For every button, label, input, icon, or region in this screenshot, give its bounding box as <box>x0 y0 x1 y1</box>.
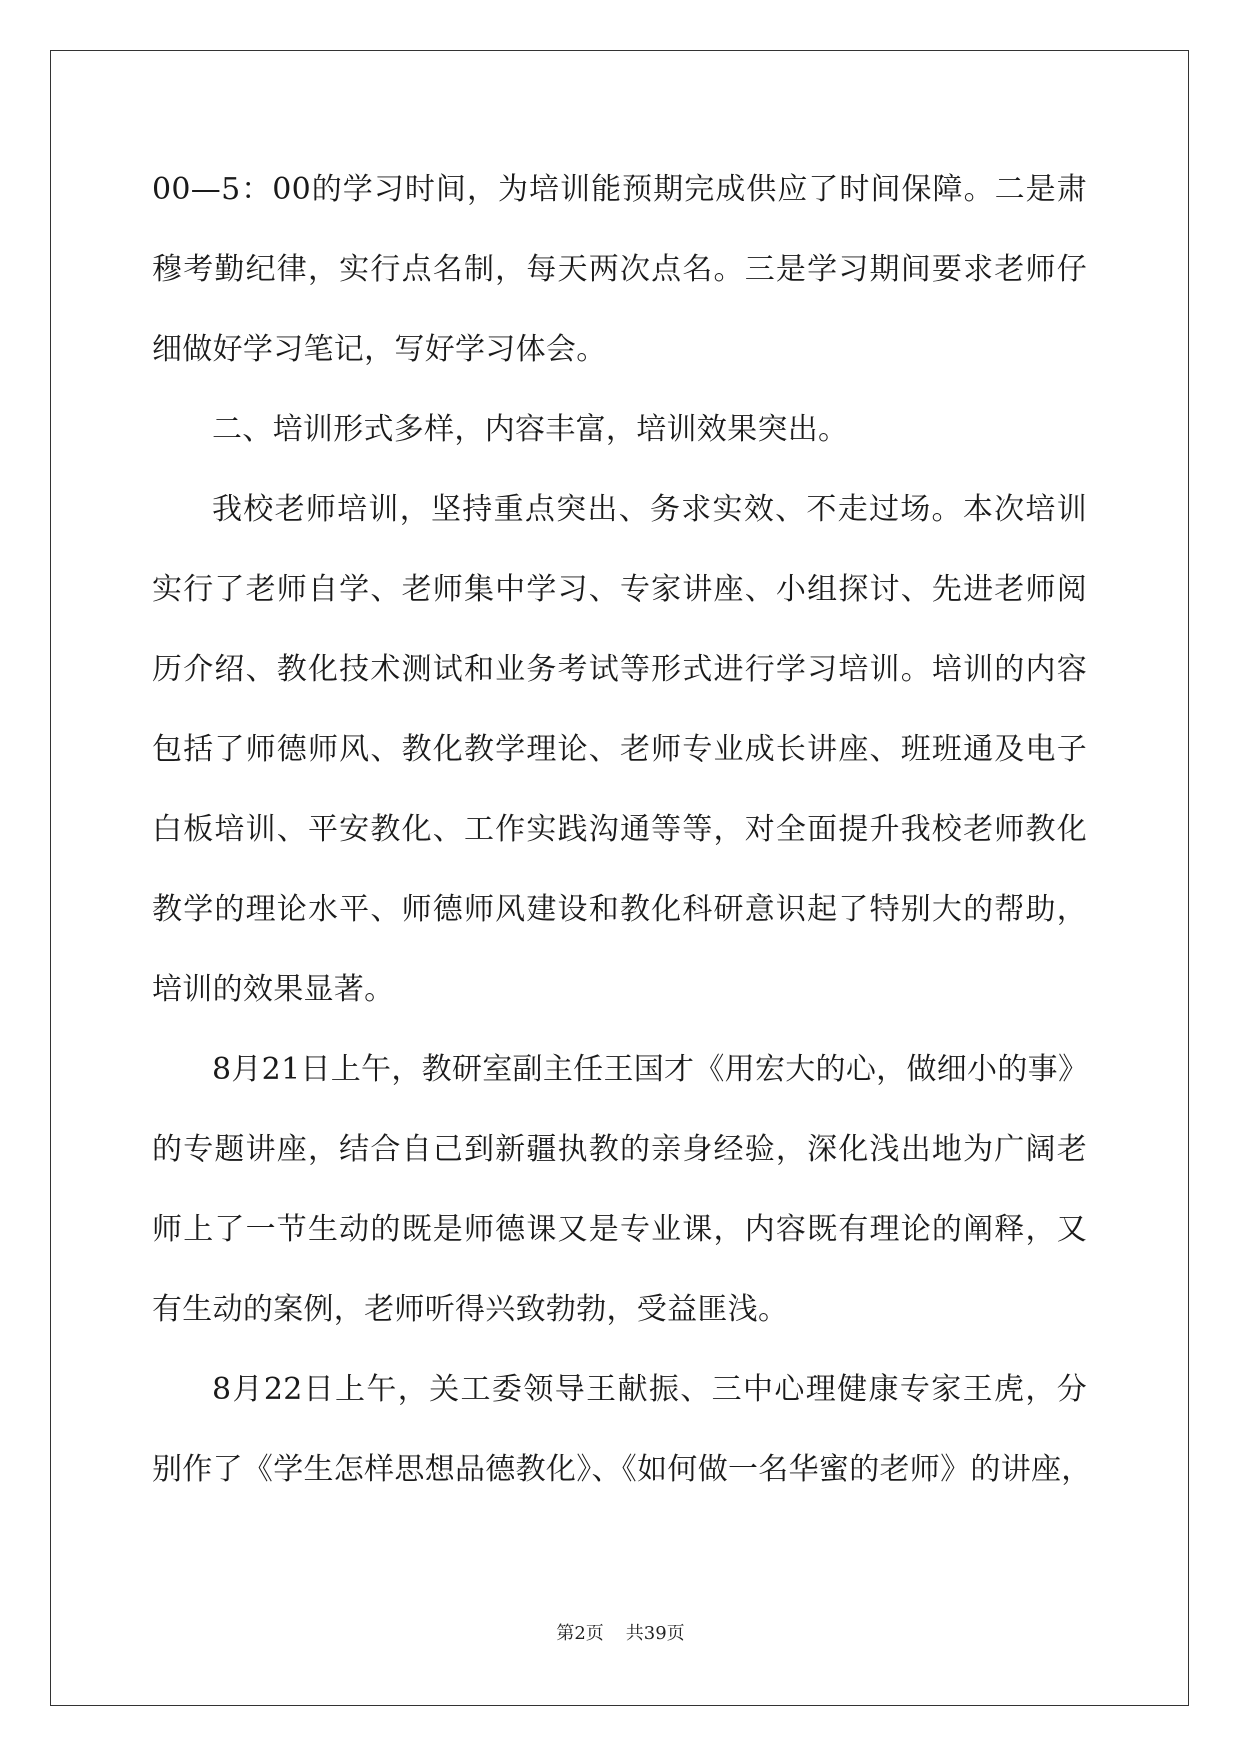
text-line: 穆考勤纪律，实行点名制，每天两次点名。三是学习期间要求老师仔 <box>152 252 1087 287</box>
page-footer <box>0 1622 1241 1646</box>
page-number: 2 <box>574 1623 586 1644</box>
text-line: 白板培训、平安教化、工作实践沟通等等，对全面提升我校老师教化 <box>152 812 1087 847</box>
text-line: 教学的理论水平、师德师风建设和教化科研意识起了特别大的帮助， <box>152 892 1087 927</box>
text-line: 包括了师德师风、教化教学理论、老师专业成长讲座、班班通及电子 <box>152 732 1087 767</box>
text-line: 实行了老师自学、老师集中学习、专家讲座、小组探讨、先进老师阅 <box>152 572 1087 607</box>
text-line: 我校老师培训，坚持重点突出、务求实效、不走过场。本次培训 <box>212 492 1087 527</box>
page-unit: 页 <box>585 1623 604 1644</box>
text-line: 8月21日上午，教研室副主任王国才《用宏大的心，做细小的事》 <box>212 1052 1089 1087</box>
text-line: 师上了一节生动的既是师德课又是专业课，内容既有理论的阐释，又 <box>152 1212 1087 1247</box>
total-unit: 页 <box>666 1623 685 1644</box>
text-line: 的专题讲座，结合自己到新疆执教的亲身经验，深化浅出地为广阔老 <box>152 1132 1087 1167</box>
total-label: 共 <box>625 1623 644 1644</box>
text-line: 8月22日上午，关工委领导王献振、三中心理健康专家王虎，分 <box>212 1372 1087 1407</box>
text-line: 别作了《学生怎样思想品德教化》、《如何做一名华蜜的老师》的讲座， <box>152 1452 1092 1487</box>
text-line: 有生动的案例，老师听得兴致勃勃，受益匪浅。 <box>152 1292 789 1327</box>
text-line: 00—5：00的学习时间，为培训能预期完成供应了时间保障。二是肃 <box>152 172 1087 207</box>
text-line: 培训的效果显著。 <box>152 972 395 1007</box>
total-pages: 39 <box>643 1623 667 1644</box>
text-line: 历介绍、教化技术测试和业务考试等形式进行学习培训。培训的内容 <box>152 652 1087 687</box>
text-line: 细做好学习笔记，写好学习体会。 <box>152 332 607 367</box>
page-label: 第 <box>556 1623 575 1644</box>
section-heading: 二、培训形式多样，内容丰富，培训效果突出。 <box>212 412 849 447</box>
